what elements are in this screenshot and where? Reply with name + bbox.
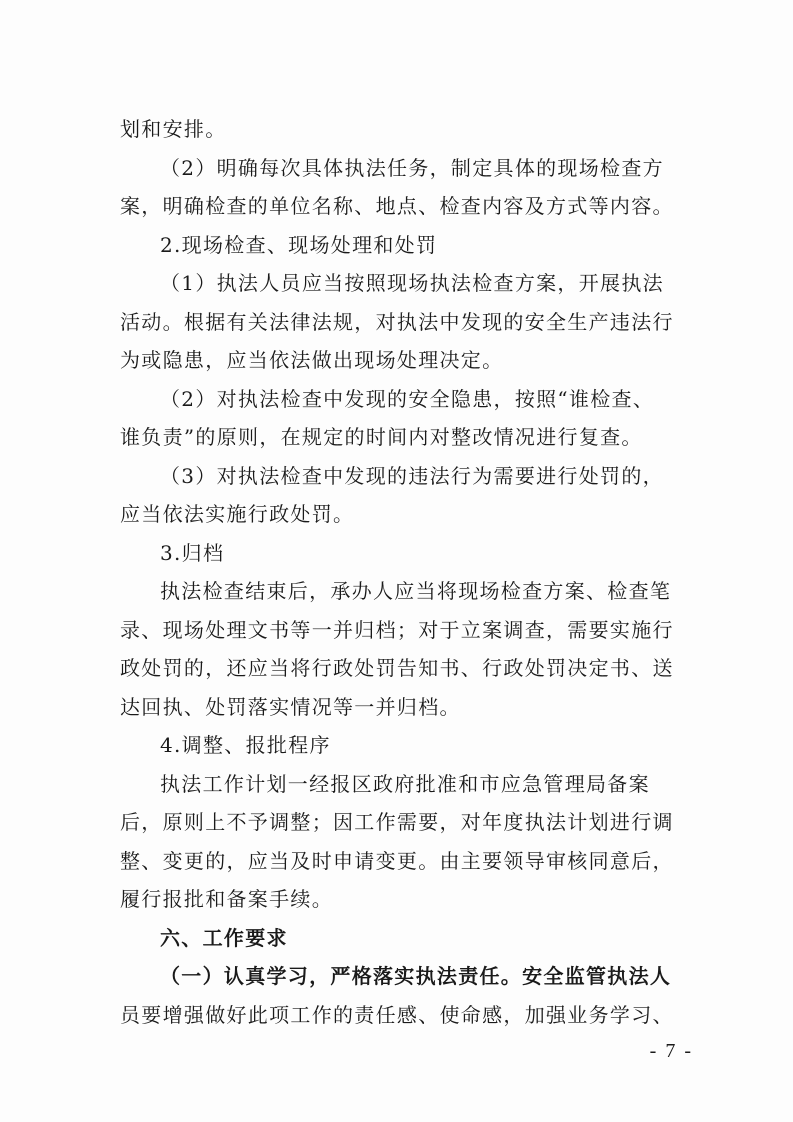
text-line: 案，明确检查的单位名称、地点、检查内容及方式等内容。 (120, 194, 674, 218)
subheading: 2.现场检查、现场处理和处罚 (160, 232, 438, 257)
text-line: 履行报批和备案手续。 (120, 887, 333, 911)
text-line: 执法检查结束后，承办人应当将现场检查方案、检查笔 (160, 579, 672, 603)
text-line: 后，原则上不予调整；因工作需要，对年度执法计划进行调 (120, 810, 674, 834)
text-line: 政处罚的，还应当将行政处罚告知书、行政处罚决定书、送 (120, 656, 674, 680)
subheading: 3.归档 (160, 540, 225, 565)
text-line: 达回执、处罚落实情况等一并归档。 (120, 694, 461, 719)
text-line: 活动。根据有关法律法规，对执法中发现的安全生产违法行 (120, 309, 674, 334)
text-line: （2）明确每次具体执法任务，制定具体的现场检查方 (160, 155, 664, 180)
text-line: 划和安排。 (120, 117, 227, 141)
text-line: 整、变更的，应当及时申请变更。由主要领导审核同意后， (120, 848, 674, 873)
text-line: （一）认真学习，严格落实执法责任。安全监管执法人 (160, 964, 672, 988)
body-text (120, 110, 680, 1034)
text-line: 为或隐患，应当依法做出现场处理决定。 (120, 348, 504, 372)
subheading: 4.调整、报批程序 (160, 733, 331, 757)
text-line: （2）对执法检查中发现的安全隐患，按照“谁检查、 (160, 386, 655, 411)
text-line: 执法工作计划一经报区政府批准和市应急管理局备案 (160, 771, 650, 796)
section-heading: 六、工作要求 (160, 925, 288, 950)
text-line: 员要增强做好此项工作的责任感、使命感，加强业务学习、 (120, 1002, 674, 1027)
text-line: （3）对执法检查中发现的违法行为需要进行处罚的， (160, 463, 664, 488)
text-line: 谁负责”的原则，在规定的时间内对整改情况进行复查。 (120, 425, 643, 449)
text-line: （1）执法人员应当按照现场执法检查方案，开展执法 (160, 271, 664, 295)
text-line: 应当依法实施行政处罚。 (120, 502, 355, 526)
text-line: 录、现场处理文书等一并归档；对于立案调查，需要实施行 (120, 617, 674, 642)
page-number: - 7 - (649, 1040, 693, 1062)
